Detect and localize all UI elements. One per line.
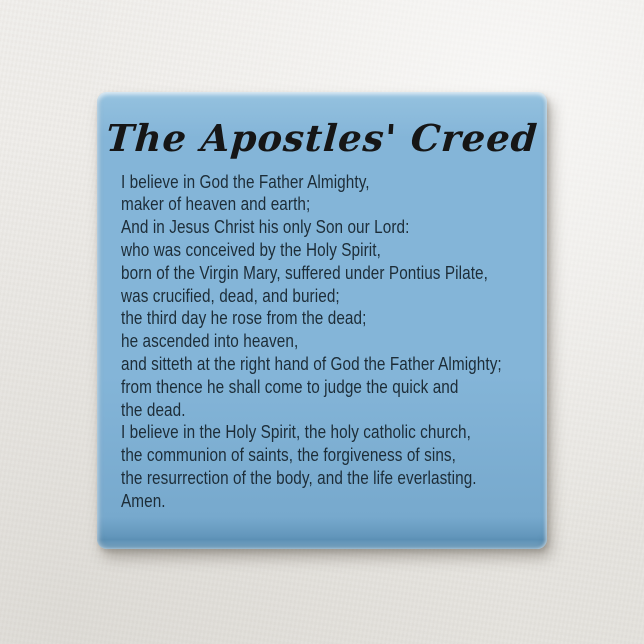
creed-line: who was conceived by the Holy Spirit, [121,240,381,261]
creed-line: born of the Virgin Mary, suffered under Pontius Pilate, [121,262,488,283]
creed-line: and sitteth at the right hand of God the Father Almighty; [121,354,502,375]
creed-line: the third day he rose from the dead; [121,308,367,329]
creed-line: from thence he shall come to judge the quick and [121,376,459,397]
creed-line: maker of heaven and earth; [121,194,311,215]
creed-line: Amen. [121,490,166,511]
creed-text-block [121,171,502,513]
creed-line: was crucified, dead, and buried; [121,285,340,306]
creed-title: The Apostles' Creed [104,116,540,160]
creed-line: I believe in the Holy Spirit, the holy catholic church, [121,422,471,443]
creed-line: And in Jesus Christ his only Son our Lord: [121,217,410,238]
pinback-button [97,92,547,549]
creed-line: he ascended into heaven, [121,331,299,352]
creed-line: the dead. [121,399,186,420]
creed-line: the resurrection of the body, and the life everlasting. [121,468,477,489]
creed-line: the communion of saints, the forgiveness of sins, [121,445,456,466]
creed-line: I believe in God the Father Almighty, [121,171,370,192]
